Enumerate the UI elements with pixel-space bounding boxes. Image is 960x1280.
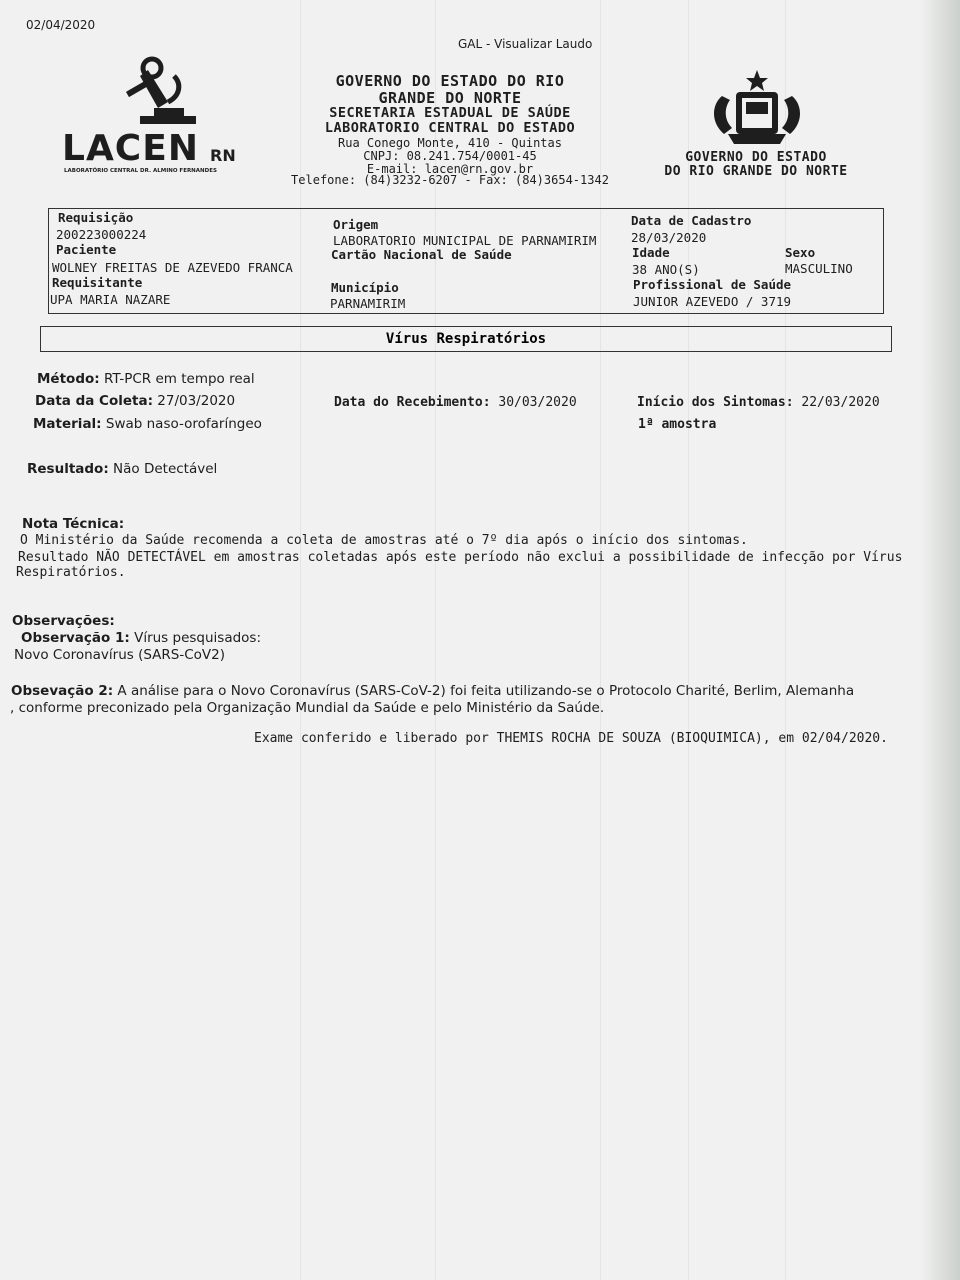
idade-value: 38 ANO(S) — [632, 262, 700, 277]
email: E-mail: lacen@rn.gov.br — [366, 162, 534, 176]
exam-title: Vírus Respiratórios — [40, 326, 892, 352]
obs2-line1: A análise para o Novo Coronavírus (SARS-CoV-2) foi feita utilizando-se o Protocolo Charité, Berlim, Alemanha — [117, 683, 855, 699]
print-date: 02/04/2020 — [26, 18, 96, 32]
logo-subtitle: LABORATÓRIO CENTRAL DR. ALMINO FERNANDES — [64, 168, 217, 174]
gov-line1: GOVERNO DO ESTADO DO RIO — [335, 72, 565, 90]
data-cadastro-value: 28/03/2020 — [631, 230, 707, 245]
seal-line1: GOVERNO DO ESTADO — [685, 150, 827, 165]
sintomas-row — [637, 395, 880, 410]
secretaria: SECRETARIA ESTADUAL DE SAÚDE — [329, 105, 571, 121]
microscope-icon — [118, 56, 208, 134]
origem-value: LABORATORIO MUNICIPAL DE PARNAMIRIM — [333, 233, 597, 248]
municipio-value: PARNAMIRIM — [330, 296, 406, 311]
idade-label: Idade — [632, 245, 670, 260]
recebimento-row — [334, 395, 577, 410]
recebimento-value: 30/03/2020 — [498, 395, 577, 410]
cartao-label: Cartão Nacional de Saúde — [331, 247, 512, 262]
resultado-label: Resultado: — [27, 461, 109, 477]
state-seal-icon — [702, 68, 812, 148]
sintomas-label: Início dos Sintomas: — [637, 395, 794, 410]
sexo-label: Sexo — [785, 245, 816, 260]
requisicao-label: Requisição — [58, 210, 134, 225]
obs1-label: Observação 1: — [21, 630, 130, 646]
obs-label: Observações: — [12, 613, 115, 629]
obs2-row — [11, 683, 854, 699]
coleta-label: Data da Coleta: — [35, 393, 153, 409]
sexo-value: MASCULINO — [785, 261, 853, 276]
requisitante-value: UPA MARIA NAZARE — [50, 292, 171, 307]
paciente-value: WOLNEY FREITAS DE AZEVEDO FRANCA — [52, 260, 293, 275]
requisitante-label: Requisitante — [52, 275, 143, 290]
profissional-label: Profissional de Saúde — [633, 277, 792, 292]
endereco: Rua Conego Monte, 410 - Quintas — [338, 136, 562, 150]
origem-label: Origem — [333, 217, 379, 232]
resultado-row — [27, 461, 217, 477]
obs1-value: Vírus pesquisados: — [134, 630, 261, 646]
coleta-value: 27/03/2020 — [157, 393, 236, 409]
amostra: 1ª amostra — [638, 417, 717, 432]
nota-line2: Resultado NÃO DETECTÁVEL em amostras coletadas após este período não exclui a possibilidade de infecção por Vírus — [18, 550, 903, 565]
telefone: Telefone: (84)3232-6207 - Fax: (84)3654-1342 — [291, 173, 609, 187]
metodo-row — [37, 371, 255, 387]
profissional-value: JUNIOR AZEVEDO / 3719 — [633, 294, 792, 309]
liberado: Exame conferido e liberado por THEMIS ROCHA DE SOUZA (BIOQUIMICA), em 02/04/2020. — [254, 731, 888, 746]
seal-line2: DO RIO GRANDE DO NORTE — [664, 164, 848, 179]
recebimento-label: Data do Recebimento: — [334, 395, 491, 410]
cnpj: CNPJ: 08.241.754/0001-45 — [363, 149, 537, 163]
material-row — [33, 416, 262, 432]
obs2-line2: , conforme preconizado pela Organização Mundial da Saúde e pelo Ministério da Saúde. — [10, 700, 605, 716]
gov-line2: GRANDE DO NORTE — [378, 89, 522, 107]
paciente-label: Paciente — [56, 242, 117, 257]
coleta-row — [35, 393, 235, 409]
nota-line3: Respiratórios. — [16, 565, 126, 580]
lacen-logo — [62, 56, 252, 176]
sintomas-value: 22/03/2020 — [801, 395, 880, 410]
municipio-label: Município — [331, 280, 399, 295]
material-value: Swab naso-orofaríngeo — [105, 416, 262, 432]
data-cadastro-label: Data de Cadastro — [631, 213, 752, 228]
requisicao-value: 200223000224 — [56, 227, 147, 242]
obs2-label: Obsevação 2: — [11, 683, 114, 699]
nota-label: Nota Técnica: — [22, 516, 125, 532]
resultado-value: Não Detectável — [113, 461, 218, 477]
nota-line1: O Ministério da Saúde recomenda a coleta de amostras até o 7º dia após o início dos sintomas. — [20, 533, 748, 548]
logo-suffix: RN — [210, 146, 236, 165]
logo-text: LACEN — [62, 128, 199, 169]
obs1-row — [21, 630, 261, 646]
material-label: Material: — [33, 416, 102, 432]
gal-title: GAL - Visualizar Laudo — [458, 37, 593, 51]
metodo-value: RT-PCR em tempo real — [103, 371, 255, 387]
metodo-label: Método: — [37, 371, 100, 387]
laboratorio: LABORATORIO CENTRAL DO ESTADO — [324, 120, 576, 136]
obs1-item: Novo Coronavírus (SARS-CoV2) — [14, 647, 226, 663]
